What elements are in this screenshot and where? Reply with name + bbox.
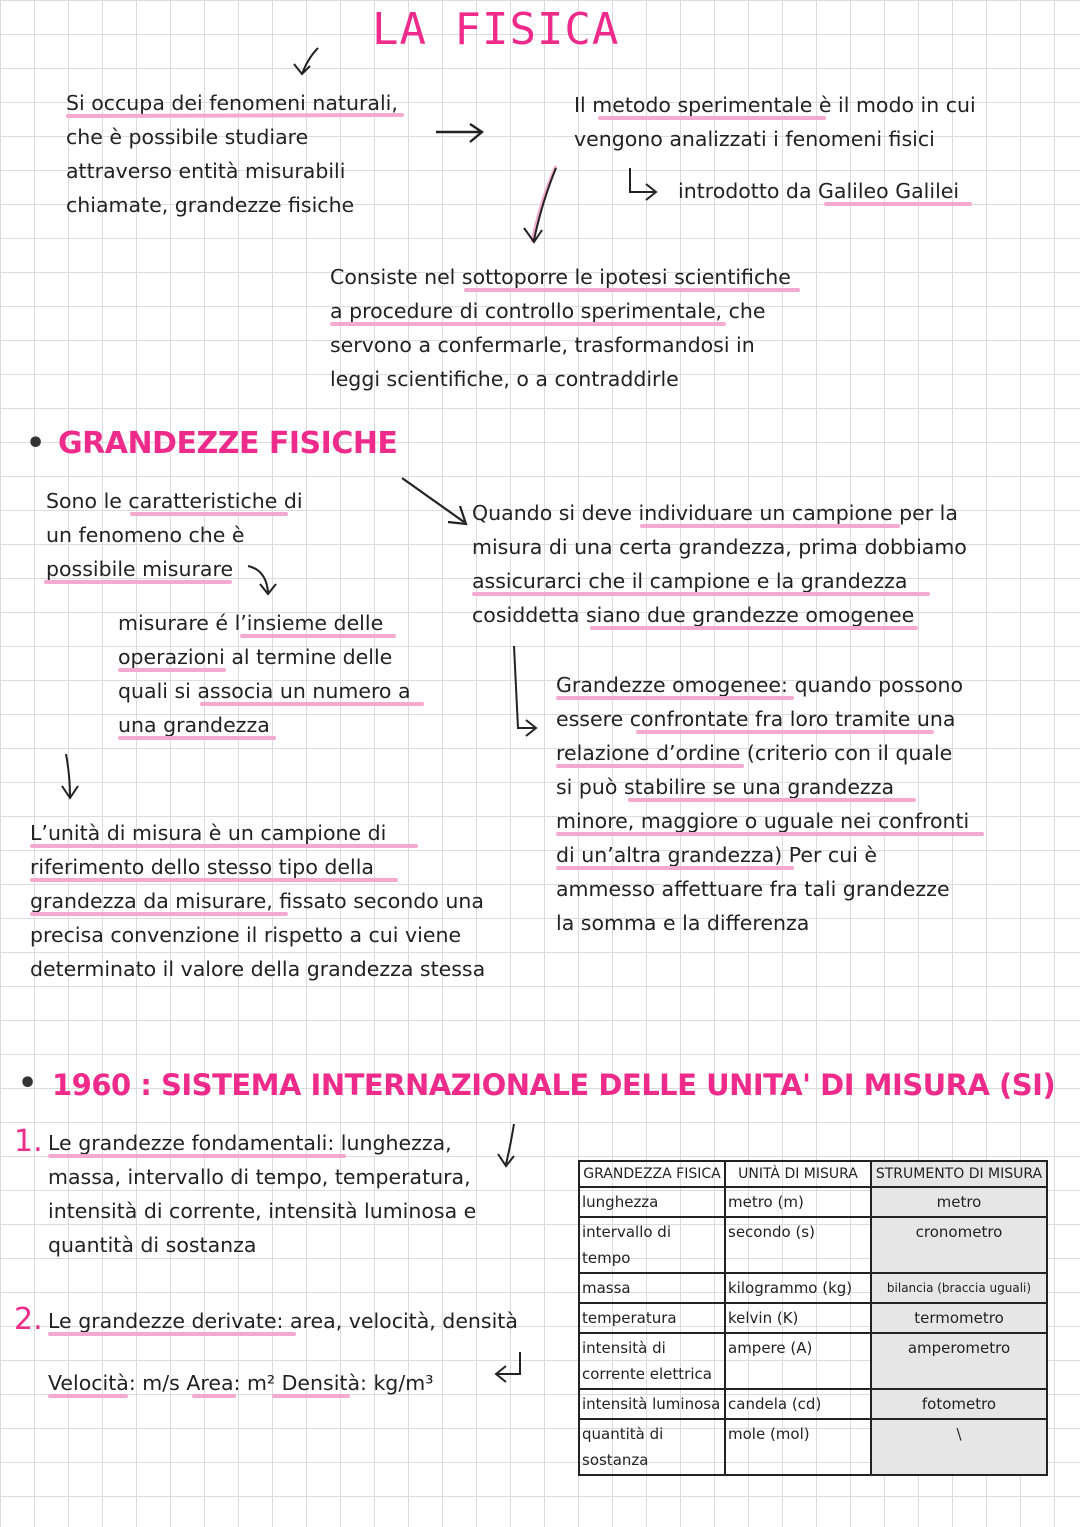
- omogenee-line: minore, maggiore o uguale nei confronti: [556, 809, 970, 833]
- return-arrow-icon: [504, 644, 544, 740]
- table-cell: bilancia (braccia uguali): [871, 1273, 1047, 1303]
- misurare-line: misurare é l’insieme delle: [118, 611, 384, 635]
- table-cell: amperometro: [871, 1333, 1047, 1389]
- highlight-underline: [556, 830, 986, 838]
- highlight-underline: [556, 762, 746, 770]
- highlight-underline: [464, 286, 804, 294]
- quando-line: assicurarci che il campione e la grandezza: [472, 569, 908, 593]
- highlight-underline: [30, 910, 290, 918]
- table-cell: mole (mol): [725, 1419, 871, 1475]
- highlight-underline: [130, 510, 290, 518]
- fondamentali-line: Le grandezze fondamentali: lunghezza,: [48, 1131, 452, 1155]
- section-heading-si: 1960 : SISTEMA INTERNAZIONALE DELLE UNITA' DI MISURA (SI): [52, 1068, 1056, 1102]
- table-cell: fotometro: [871, 1389, 1047, 1419]
- table-cell: \: [871, 1419, 1047, 1475]
- highlight-underline: [598, 114, 828, 122]
- return-arrow-icon: [624, 166, 664, 202]
- arrow-icon: [290, 44, 330, 80]
- intro-line: Si occupa dei fenomeni naturali,: [66, 91, 398, 115]
- fondamentali-line: quantità di sostanza: [48, 1233, 257, 1257]
- quando-line: Quando si deve individuare un campione per la: [472, 501, 958, 525]
- highlight-underline: [200, 700, 426, 708]
- si-table: [578, 1160, 1048, 1476]
- highlight-underline: [66, 112, 406, 120]
- arrow-down-icon: [516, 162, 566, 248]
- return-left-arrow-icon: [490, 1350, 530, 1386]
- table-cell: intensità di corrente elettrica: [579, 1333, 725, 1389]
- arrow-curve-icon: [244, 560, 284, 600]
- highlight-underline: [44, 578, 234, 586]
- table-cell: massa: [579, 1273, 725, 1303]
- misurare-text: [118, 606, 411, 742]
- highlight-underline: [628, 796, 918, 804]
- highlight-underline: [48, 1152, 348, 1160]
- highlight-underline: [30, 876, 400, 884]
- sono-line: un fenomeno che è: [46, 523, 245, 547]
- list-number: 2.: [14, 1302, 43, 1337]
- omogenee-line: relazione d’ordine (criterio con il quale: [556, 741, 953, 765]
- table-row: [579, 1217, 1047, 1273]
- highlight-underline: [330, 320, 730, 328]
- highlight-underline: [118, 734, 278, 742]
- omogenee-line: Grandezze omogenee: quando possono: [556, 673, 964, 697]
- omogenee-line: essere confrontate fra loro tramite una: [556, 707, 956, 731]
- omogenee-text: [556, 668, 969, 940]
- highlight-underline: [556, 694, 796, 702]
- table-header-cell: GRANDEZZA FISICA: [579, 1161, 725, 1187]
- unita-line: L’unità di misura è un campione di: [30, 821, 387, 845]
- fondamentali-text: [48, 1126, 476, 1262]
- table-cell: quantità di sostanza: [579, 1419, 725, 1475]
- quando-text: [472, 496, 967, 632]
- table-row: [579, 1419, 1047, 1475]
- highlight-underline: [590, 624, 920, 632]
- unita-line: determinato il valore della grandezza stessa: [30, 957, 486, 981]
- arrow-down-icon: [494, 1120, 524, 1170]
- highlight-underline: [48, 1330, 298, 1338]
- highlight-underline: [636, 728, 936, 736]
- quando-line: misura di una certa grandezza, prima dobbiamo: [472, 535, 967, 559]
- quando-line: cosiddetta siano due grandezze omogenee: [472, 603, 915, 627]
- table-row: [579, 1333, 1047, 1389]
- consiste-text: [330, 260, 791, 396]
- metodo-line: Il metodo sperimentale è il modo in cui: [574, 93, 976, 117]
- highlight-underline: [240, 632, 400, 640]
- table-row: [579, 1389, 1047, 1419]
- table-row: [579, 1303, 1047, 1333]
- highlight-underline: [30, 842, 420, 850]
- units-text: Velocità: m/s Area: m² Densità: kg/m³: [48, 1371, 434, 1395]
- list-number: 1.: [14, 1124, 43, 1159]
- page-title: LA FISICA: [372, 4, 620, 55]
- unita-line: grandezza da misurare, fissato secondo una: [30, 889, 484, 913]
- table-row: [579, 1187, 1047, 1217]
- fondamentali-line: intensità di corrente, intensità luminosa e: [48, 1199, 477, 1223]
- highlight-underline: [824, 200, 974, 208]
- metodo-line: vengono analizzati i fenomeni fisici: [574, 127, 935, 151]
- arrow-right-icon: [432, 122, 492, 146]
- table-cell: termometro: [871, 1303, 1047, 1333]
- arrow-down-icon: [56, 752, 86, 802]
- intro-line: attraverso entità misurabili: [66, 159, 346, 183]
- metodo-text: [574, 88, 976, 156]
- omogenee-line: di un’altra grandezza) Per cui è: [556, 843, 878, 867]
- arrow-diagonal-icon: [398, 474, 478, 530]
- table-cell: cronometro: [871, 1217, 1047, 1273]
- highlight-underline: [472, 590, 932, 598]
- intro-text: [66, 86, 398, 222]
- highlight-underline: [48, 1392, 348, 1400]
- intro-line: chiamate, grandezze fisiche: [66, 193, 355, 217]
- highlight-underline: [556, 864, 796, 872]
- table-cell: kilogrammo (kg): [725, 1273, 871, 1303]
- bullet-icon: •: [18, 1066, 38, 1101]
- table-header-cell: UNITÀ DI MISURA: [725, 1161, 871, 1187]
- table-cell: intensità luminosa: [579, 1389, 725, 1419]
- unita-line: riferimento dello stesso tipo della: [30, 855, 374, 879]
- highlight-underline: [118, 666, 228, 674]
- table-header-cell: STRUMENTO DI MISURA: [871, 1161, 1047, 1187]
- bullet-icon: •: [26, 426, 46, 461]
- table-cell: temperatura: [579, 1303, 725, 1333]
- sono-line: possibile misurare: [46, 557, 234, 581]
- omogenee-line: la somma e la differenza: [556, 911, 810, 935]
- table-header-row: [579, 1161, 1047, 1187]
- table-cell: lunghezza: [579, 1187, 725, 1217]
- table-cell: metro: [871, 1187, 1047, 1217]
- intro-line: che è possibile studiare: [66, 125, 309, 149]
- table-cell: metro (m): [725, 1187, 871, 1217]
- highlight-underline: [640, 522, 902, 530]
- table-cell: intervallo di tempo: [579, 1217, 725, 1273]
- table-cell: secondo (s): [725, 1217, 871, 1273]
- consiste-line: leggi scientifiche, o a contraddirle: [330, 367, 679, 391]
- consiste-line: a procedure di controllo sperimentale, che: [330, 299, 766, 323]
- sono-line: Sono le caratteristiche di: [46, 489, 303, 513]
- unita-line: precisa convenzione il rispetto a cui viene: [30, 923, 462, 947]
- table-row: [579, 1273, 1047, 1303]
- omogenee-line: ammesso affettuare fra tali grandezze: [556, 877, 950, 901]
- galileo-text: introdotto da Galileo Galilei: [678, 179, 960, 203]
- consiste-line: Consiste nel sottoporre le ipotesi scientifiche: [330, 265, 791, 289]
- omogenee-line: si può stabilire se una grandezza: [556, 775, 895, 799]
- misurare-line: quali si associa un numero a: [118, 679, 411, 703]
- consiste-line: servono a confermarle, trasformandosi in: [330, 333, 755, 357]
- table-cell: kelvin (K): [725, 1303, 871, 1333]
- table-cell: candela (cd): [725, 1389, 871, 1419]
- misurare-line: operazioni al termine delle: [118, 645, 393, 669]
- misurare-line: una grandezza: [118, 713, 270, 737]
- derivate-text: Le grandezze derivate: area, velocità, densità: [48, 1309, 518, 1333]
- table-cell: ampere (A): [725, 1333, 871, 1389]
- fondamentali-line: massa, intervallo di tempo, temperatura,: [48, 1165, 471, 1189]
- section-heading-grandezze: GRANDEZZE FISICHE: [58, 426, 398, 461]
